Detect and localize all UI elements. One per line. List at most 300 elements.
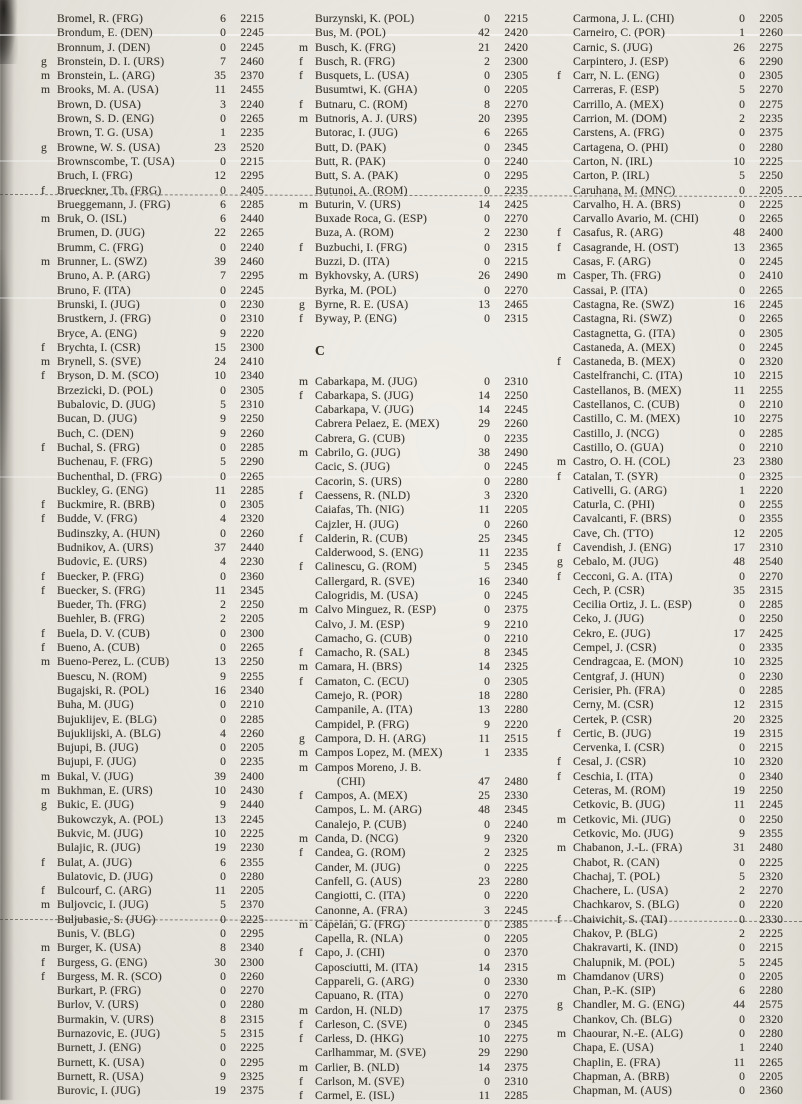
rating-entry — [40, 312, 264, 326]
rating-entry — [40, 927, 264, 941]
rating-entry — [40, 970, 264, 984]
player-name: Calogridis, M. (USA) — [315, 588, 419, 602]
rating-entry — [40, 527, 264, 541]
games-count: 25 — [478, 531, 490, 545]
rating-entry — [40, 69, 264, 83]
games-count: 0 — [220, 469, 226, 483]
games-count: 13 — [214, 812, 226, 826]
rating-entry — [298, 646, 528, 660]
elo-rating: 2340 — [240, 683, 264, 697]
elo-rating: 2265 — [759, 312, 783, 326]
games-count: 0 — [220, 984, 226, 998]
rating-entry — [556, 913, 783, 927]
games-count: 0 — [739, 1069, 745, 1083]
rating-entry — [40, 112, 264, 126]
player-name: Buchenthal, D. (FRG) — [57, 469, 163, 483]
title-flag: f — [41, 569, 45, 583]
games-count: 2 — [739, 112, 745, 126]
elo-rating: 2210 — [759, 398, 783, 412]
rating-entry — [298, 975, 528, 989]
player-name: Castagna, Ri. (SWZ) — [573, 312, 673, 326]
rating-entry — [40, 412, 264, 426]
games-count: 10 — [733, 412, 745, 426]
games-count: 13 — [478, 297, 490, 311]
elo-rating: 2410 — [240, 355, 264, 369]
rating-entry — [556, 1084, 783, 1098]
games-count: 21 — [478, 40, 490, 54]
player-name: Chachkarov, S. (BLG) — [573, 898, 680, 912]
games-count: 2 — [484, 226, 490, 240]
elo-rating: 2245 — [759, 955, 783, 969]
rating-entry — [40, 198, 264, 212]
rating-entry — [40, 498, 264, 512]
elo-rating: 2310 — [240, 312, 264, 326]
games-count: 4 — [220, 726, 226, 740]
elo-rating: 2270 — [240, 984, 264, 998]
elo-rating: 2235 — [240, 755, 264, 769]
player-name: Bronnum, J. (DEN) — [57, 40, 151, 54]
rating-entry — [40, 670, 264, 684]
rating-entry — [298, 818, 528, 832]
elo-rating: 2240 — [240, 240, 264, 254]
rating-entry — [40, 284, 264, 298]
elo-rating: 2315 — [504, 240, 528, 254]
games-count: 0 — [484, 374, 490, 388]
player-name: Cabrera Pelaez, E. (MEX) — [315, 417, 440, 431]
rating-entry — [556, 713, 783, 727]
title-flag: m — [41, 355, 51, 369]
games-count: 20 — [478, 112, 490, 126]
rating-entry — [556, 998, 783, 1012]
player-name: Castaneda, A. (MEX) — [573, 340, 676, 354]
elo-rating: 2480 — [504, 774, 528, 788]
rating-entry — [40, 584, 264, 598]
rating-entry — [298, 41, 528, 55]
rating-entry — [556, 255, 783, 269]
player-name: Chaivichit, S. (TAI) — [573, 912, 668, 926]
player-name: Buzzi, D. (ITA) — [315, 255, 390, 269]
player-name: Capuano, R. (ITA) — [315, 989, 404, 1003]
player-name: Buch, C. (DEN) — [57, 426, 134, 440]
elo-rating: 2430 — [240, 784, 264, 798]
title-flag: g — [41, 798, 47, 812]
player-name: Bukowczyk, A. (POL) — [57, 812, 164, 826]
elo-rating: 2280 — [759, 140, 783, 154]
title-flag: f — [41, 969, 45, 983]
title-flag: m — [557, 1027, 567, 1041]
player-name: Brown, S. D. (ENG) — [57, 112, 155, 126]
elo-rating: 2265 — [240, 112, 264, 126]
player-name: Carlson, M. (SVE) — [315, 1075, 405, 1089]
elo-rating: 2310 — [759, 540, 783, 554]
elo-rating: 2320 — [504, 832, 528, 846]
rating-entry — [298, 460, 528, 474]
elo-rating: 2230 — [240, 555, 264, 569]
player-name: Bromel, R. (FRG) — [57, 12, 143, 25]
games-count: 16 — [733, 297, 745, 311]
title-flag: f — [41, 498, 45, 512]
player-name: Burzynski, K. (POL) — [315, 12, 415, 25]
title-flag: f — [41, 183, 45, 197]
player-name: Certek, P. (CSR) — [573, 712, 652, 726]
games-count: 17 — [478, 1003, 490, 1017]
elo-rating: 2315 — [504, 960, 528, 974]
games-count: 10 — [733, 369, 745, 383]
rating-entry — [298, 632, 528, 646]
player-name: Cartagena, O. (PHI) — [573, 140, 669, 154]
elo-rating: 2260 — [240, 426, 264, 440]
player-name: Burmakin, V. (URS) — [57, 1012, 154, 1026]
games-count: 0 — [739, 598, 745, 612]
games-count: 1 — [220, 126, 226, 140]
rating-entry — [298, 1061, 528, 1075]
elo-rating: 2220 — [759, 898, 783, 912]
player-name: Castillo, J. (NCG) — [573, 426, 660, 440]
elo-rating: 2460 — [240, 54, 264, 68]
games-count: 13 — [733, 240, 745, 254]
games-count: 0 — [739, 183, 745, 197]
rating-entry — [298, 155, 528, 169]
player-name: Bryce, A. (ENG) — [57, 326, 138, 340]
player-name: Buckley, G. (ENG) — [57, 483, 149, 497]
elo-rating: 2205 — [759, 526, 783, 540]
elo-rating: 2375 — [240, 1084, 264, 1098]
rating-entry — [298, 98, 528, 112]
player-name: Brueggemann, J. (FRG) — [57, 197, 171, 211]
rating-entry — [556, 1027, 783, 1041]
games-count: 11 — [733, 383, 745, 397]
elo-rating: 2320 — [759, 1012, 783, 1026]
rating-entry — [40, 269, 264, 283]
player-name: Campos Lopez, M. (MEX) — [315, 746, 443, 760]
games-count: 2 — [739, 927, 745, 940]
player-name: Butorac, I. (JUG) — [315, 126, 398, 140]
title-flag: f — [557, 69, 561, 83]
elo-rating: 2340 — [240, 369, 264, 383]
player-name: Byrka, M. (POL) — [315, 283, 397, 297]
elo-rating: 2250 — [240, 655, 264, 669]
elo-rating: 2280 — [504, 474, 528, 488]
elo-rating: 2285 — [759, 683, 783, 697]
elo-rating: 2300 — [504, 54, 528, 68]
elo-rating: 2205 — [504, 932, 528, 946]
games-count: 9 — [220, 798, 226, 812]
elo-rating: 2425 — [504, 197, 528, 211]
rating-entry — [556, 384, 783, 398]
elo-rating: 2245 — [759, 798, 783, 812]
title-flag: f — [299, 388, 303, 402]
player-name: Butunoi, A. (ROM) — [315, 183, 408, 197]
elo-rating: 2265 — [240, 226, 264, 240]
title-flag: f — [557, 240, 561, 254]
rating-entry — [298, 184, 528, 198]
elo-rating: 2320 — [759, 755, 783, 769]
rating-entry — [556, 1056, 783, 1070]
rating-entry — [556, 555, 783, 569]
player-name: Campora, D. H. (ARG) — [315, 731, 426, 745]
player-name: Campos, L. M. (ARG) — [315, 803, 422, 817]
games-count: 0 — [739, 641, 745, 655]
title-flag: m — [557, 969, 567, 983]
player-name: Buha, M. (JUG) — [57, 698, 134, 712]
games-count: 0 — [484, 474, 490, 488]
title-flag: m — [299, 746, 309, 760]
games-count: 0 — [739, 340, 745, 354]
title-flag: m — [41, 655, 51, 669]
rating-entry — [40, 984, 264, 998]
elo-rating: 2280 — [759, 984, 783, 998]
rating-entry — [556, 784, 783, 798]
games-count: 0 — [739, 312, 745, 326]
elo-rating: 2250 — [759, 784, 783, 798]
player-name: Cecilia Ortiz, J. L. (ESP) — [573, 598, 692, 612]
games-count: 48 — [733, 555, 745, 569]
elo-rating: 2285 — [504, 1089, 528, 1103]
rating-entry — [298, 503, 528, 517]
elo-rating: 2360 — [240, 569, 264, 583]
rating-entry — [298, 689, 528, 703]
rating-entry — [40, 98, 264, 112]
games-count: 0 — [220, 440, 226, 454]
games-count: 0 — [220, 526, 226, 540]
rating-entry — [556, 741, 783, 755]
player-name: Caturla, C. (PHI) — [573, 498, 655, 512]
games-count: 6 — [220, 212, 226, 226]
rating-entry — [556, 312, 783, 326]
games-count: 1 — [739, 483, 745, 497]
rating-entry — [556, 612, 783, 626]
title-flag: f — [557, 569, 561, 583]
player-name: Butt, R. (PAK) — [315, 154, 386, 168]
player-name: Certic, B. (JUG) — [573, 726, 652, 740]
elo-rating: 2325 — [504, 846, 528, 860]
rating-entry — [40, 83, 264, 97]
elo-rating: 2490 — [504, 446, 528, 460]
player-name: Cabrera, G. (CUB) — [315, 431, 405, 445]
elo-rating: 2250 — [759, 612, 783, 626]
games-count: 4 — [220, 512, 226, 526]
elo-rating: 2345 — [504, 803, 528, 817]
rating-entry — [298, 198, 528, 212]
games-count: 0 — [484, 312, 490, 326]
row-spacer — [298, 362, 528, 375]
player-name: Castillo, C. M. (MEX) — [573, 412, 681, 426]
rating-entry — [556, 269, 783, 283]
elo-rating: 2280 — [504, 703, 528, 717]
ratings-column-2 — [298, 12, 528, 1104]
title-flag: m — [299, 197, 309, 211]
games-count: 0 — [484, 860, 490, 874]
elo-rating: 2405 — [240, 183, 264, 197]
games-count: 24 — [214, 355, 226, 369]
elo-rating: 2220 — [240, 326, 264, 340]
games-count: 7 — [220, 269, 226, 283]
elo-rating: 2265 — [240, 469, 264, 483]
games-count: 6 — [739, 984, 745, 998]
rating-entry — [556, 412, 783, 426]
title-flag: f — [299, 789, 303, 803]
elo-rating: 2205 — [240, 741, 264, 755]
games-count: 0 — [484, 975, 490, 988]
rating-entry — [40, 598, 264, 612]
rating-entry — [40, 126, 264, 140]
player-name: Bruk, O. (ISL) — [57, 212, 127, 226]
games-count: 0 — [739, 683, 745, 697]
rating-entry — [298, 1075, 528, 1089]
elo-rating: 2315 — [240, 1012, 264, 1026]
elo-rating: 2325 — [504, 660, 528, 674]
games-count: 0 — [739, 769, 745, 783]
elo-rating: 2295 — [240, 169, 264, 183]
games-count: 5 — [484, 560, 490, 574]
elo-rating: 2245 — [759, 255, 783, 269]
player-name: Carpintero, J. (ESP) — [573, 54, 669, 68]
rating-entry — [298, 932, 528, 946]
elo-rating: 2280 — [504, 874, 528, 888]
player-name: Cave, Ch. (TTO) — [573, 526, 654, 540]
games-count: 11 — [478, 731, 490, 745]
player-name: Bulajic, R. (JUG) — [57, 841, 141, 855]
elo-rating: 2270 — [504, 989, 528, 1003]
elo-rating: 2310 — [240, 398, 264, 412]
player-name: Bugajski, R. (POL) — [57, 683, 149, 697]
rating-entry — [556, 527, 783, 541]
rating-entry — [556, 198, 783, 212]
elo-rating: 2460 — [240, 255, 264, 269]
rating-entry — [40, 26, 264, 40]
player-name: Buchal, S. (FRG) — [57, 440, 140, 454]
games-count: 11 — [214, 483, 226, 497]
games-count: 1 — [739, 1041, 745, 1055]
elo-rating: 2305 — [759, 326, 783, 340]
player-name: Buljubasic, S. (JUG) — [57, 912, 156, 926]
title-flag: f — [41, 855, 45, 869]
rating-entry — [556, 12, 783, 26]
player-name: Calderwood, S. (ENG) — [315, 546, 424, 560]
games-count: 9 — [220, 1069, 226, 1083]
elo-rating: 2315 — [240, 1027, 264, 1041]
title-flag: f — [299, 1075, 303, 1089]
games-count: 10 — [733, 154, 745, 168]
elo-rating: 2265 — [759, 212, 783, 226]
player-name: Buecker, P. (FRG) — [57, 569, 144, 583]
rating-entry — [298, 241, 528, 255]
title-flag: f — [41, 583, 45, 597]
games-count: 0 — [484, 283, 490, 297]
elo-rating: 2325 — [759, 712, 783, 726]
elo-rating: 2205 — [504, 83, 528, 97]
rating-entry — [40, 755, 264, 769]
rating-entry — [298, 875, 528, 889]
scan-corner-blot — [0, 0, 18, 64]
elo-rating: 2205 — [759, 183, 783, 197]
title-flag: f — [41, 340, 45, 354]
rating-entry — [298, 775, 528, 789]
elo-rating: 2320 — [759, 869, 783, 883]
title-flag: f — [41, 641, 45, 655]
elo-rating: 2375 — [759, 126, 783, 140]
games-count: 23 — [733, 455, 745, 469]
games-count: 0 — [739, 855, 745, 869]
games-count: 19 — [733, 784, 745, 798]
rating-entry — [298, 55, 528, 69]
rating-entry — [556, 541, 783, 555]
player-name: Chapa, E. (USA) — [573, 1041, 654, 1055]
elo-rating: 2345 — [504, 646, 528, 660]
player-name: Capelan, G. (FRG) — [315, 917, 405, 931]
elo-rating: 2420 — [504, 40, 528, 54]
player-name: Castelfranchi, C. (ITA) — [573, 369, 683, 383]
rating-entry — [40, 798, 264, 812]
elo-rating: 2270 — [759, 884, 783, 898]
elo-rating: 2265 — [240, 641, 264, 655]
player-name: Chachere, L. (USA) — [573, 884, 669, 898]
rating-entry — [556, 369, 783, 383]
games-count: 14 — [478, 1060, 490, 1074]
elo-rating: 2345 — [240, 583, 264, 597]
player-name: Bruno, A. P. (ARG) — [57, 269, 151, 283]
elo-rating: 2325 — [759, 655, 783, 669]
player-name: Buecker, S. (FRG) — [57, 583, 146, 597]
rating-entry — [556, 570, 783, 584]
rating-entry — [40, 1013, 264, 1027]
title-flag: m — [299, 446, 309, 460]
games-count: 6 — [484, 126, 490, 140]
elo-rating: 2345 — [504, 560, 528, 574]
elo-rating: 2400 — [759, 226, 783, 240]
games-count: 39 — [214, 769, 226, 783]
player-name: Bruch, I. (FRG) — [57, 169, 133, 183]
player-name: Budinszky, A. (HUN) — [57, 526, 160, 540]
rating-entry — [556, 241, 783, 255]
player-name: Buehler, B. (FRG) — [57, 612, 145, 626]
player-name: Carnic, S. (JUG) — [573, 40, 653, 54]
row-spacer — [298, 327, 528, 340]
elo-rating: 2265 — [504, 126, 528, 140]
player-name: Byway, P. (ENG) — [315, 312, 397, 326]
player-name: Campos, A. (MEX) — [315, 789, 408, 803]
title-flag: m — [41, 941, 51, 955]
player-name: Cebalo, M. (JUG) — [573, 555, 659, 569]
elo-rating: 2295 — [504, 169, 528, 183]
games-count: 0 — [739, 97, 745, 111]
games-count: 19 — [214, 841, 226, 855]
title-flag: m — [299, 603, 309, 617]
title-flag: f — [299, 240, 303, 254]
games-count: 11 — [733, 1055, 745, 1069]
elo-rating: 2235 — [240, 126, 264, 140]
games-count: 2 — [220, 598, 226, 612]
games-count: 0 — [739, 469, 745, 483]
player-name: Chaplin, E. (FRA) — [573, 1055, 661, 1069]
title-flag: f — [557, 769, 561, 783]
elo-rating: 2280 — [504, 689, 528, 703]
rating-entry — [40, 941, 264, 955]
rating-entry — [298, 675, 528, 689]
rating-entry — [556, 169, 783, 183]
elo-rating: 2285 — [759, 426, 783, 440]
elo-rating: 2235 — [759, 112, 783, 126]
rating-entry — [40, 898, 264, 912]
player-name: Campanile, A. (ITA) — [315, 703, 413, 717]
games-count: 10 — [478, 1032, 490, 1046]
elo-rating: 2440 — [240, 212, 264, 226]
games-count: 0 — [739, 197, 745, 211]
elo-rating: 2575 — [759, 998, 783, 1012]
player-name: Brown, D. (USA) — [57, 97, 141, 111]
games-count: 25 — [478, 789, 490, 803]
player-name: Budnikov, A. (URS) — [57, 540, 154, 554]
